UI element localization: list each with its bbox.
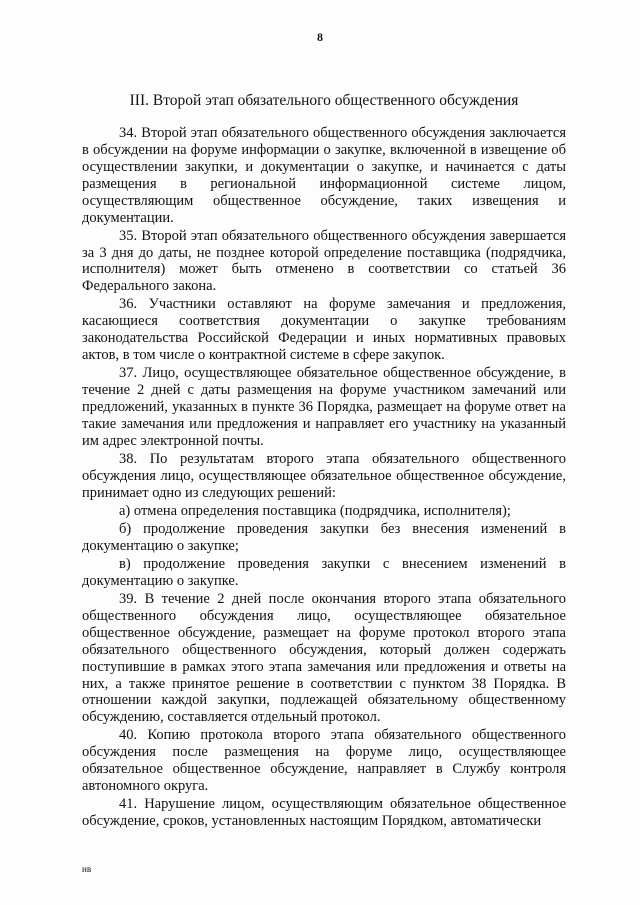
paragraph-38-option-c: в) продолжение проведения закупки с внесением изменений в документацию о закупке.: [82, 555, 566, 589]
paragraph-40: 40. Копию протокола второго этапа обязательного общественного обсуждения после размещения на форуме лицо, осуществляющее обязательное общественное обсуждение, направляет в Службу контроля автономного округа.: [82, 727, 566, 795]
paragraph-35: 35. Второй этап обязательного общественного обсуждения завершается за 3 дня до даты, не позднее которой определение поставщика (подрядчика, исполнителя) может быть отменено в соответствии со статьей 36 Федерального закона.: [82, 227, 566, 295]
paragraph-38-option-a: а) отмена определения поставщика (подрядчика, исполнителя);: [119, 502, 511, 519]
paragraph-37: 37. Лицо, осуществляющее обязательное общественное обсуждение, в течение 2 дней с даты размещения на форуме участником замечаний или предложений, указанных в пункте 36 Порядка, размещает на форуме ответ на такие замечания или предложения и направляет его участнику на указанный им адрес электронной почты.: [82, 365, 566, 449]
paragraph-34: 34. Второй этап обязательного общественного обсуждения заключается в обсуждении на форуме информации о закупке, включенной в извещение об осуществлении закупки, и документации о закупке, и начинается с даты размещения в региональной информационной системе лицом, осуществляющим общественное обсуждение, таких извещения и документации.: [82, 125, 566, 226]
paragraph-41: 41. Нарушение лицом, осуществляющим обязательное общественное обсуждение, сроков, установленных настоящим Порядком, автоматически: [82, 796, 566, 830]
page-number: 8: [317, 30, 323, 44]
paragraph-38-option-b: б) продолжение проведения закупки без внесения изменений в документацию о закупке;: [82, 520, 566, 554]
paragraph-36: 36. Участники оставляют на форуме замечания и предложения, касающиеся соответствия документации о закупке требованиям законодательства Российской Федерации и иных нормативных правовых актов, в том числе о контрактной системе в сфере закупок.: [82, 296, 566, 364]
paragraph-38: 38. По результатам второго этапа обязательного общественного обсуждения лицо, осуществляющее обязательное общественное обсуждение, принимает одно из следующих решений:: [82, 450, 566, 501]
footer-initials: нв: [82, 864, 92, 874]
document-body: [82, 125, 566, 831]
section-heading: III. Второй этап обязательного общественного обсуждения: [129, 92, 519, 109]
paragraph-39: 39. В течение 2 дней после окончания второго этапа обязательного общественного обсуждения лицо, осуществляющее обязательное общественное обсуждение, размещает на форуме протокол второго этапа обязательного общественного обсуждения, который должен содержать поступившие в рамках этого этапа замечания или предложения и ответы на них, а также принятое решение в соответствии с пунктом 38 Порядка. В отношении каждой закупки, подлежащей обязательному общественному обсуждению, составляется отдельный протокол.: [82, 590, 566, 726]
